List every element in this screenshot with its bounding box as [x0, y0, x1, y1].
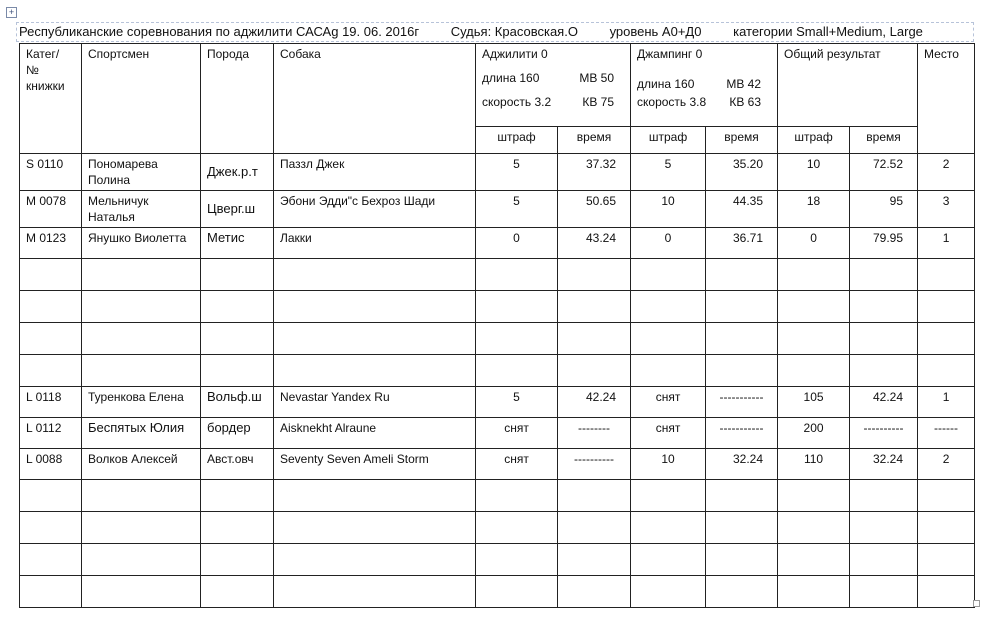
- cell-place: 2: [918, 449, 975, 480]
- cell-jumping-penalty: 5: [631, 154, 706, 191]
- header-dog: Собака: [274, 44, 476, 154]
- header-athlete: Спортсмен: [82, 44, 201, 154]
- cell-athlete: Беспятых Юлия: [82, 418, 201, 449]
- cell-agility-penalty: 5: [476, 154, 558, 191]
- cell-total-time: ----------: [850, 418, 918, 449]
- cell-breed: Джек.р.т: [201, 154, 274, 191]
- title-categories: категории Small+Medium, Large: [733, 24, 923, 39]
- cell-jumping-penalty: снят: [631, 418, 706, 449]
- empty-row: [20, 291, 975, 323]
- cell-place: ------: [918, 418, 975, 449]
- cell-athlete: Волков Алексей: [82, 449, 201, 480]
- cell-total-penalty: 10: [778, 154, 850, 191]
- cell-agility-time: 43.24: [558, 228, 631, 259]
- cell-jumping-time: 44.35: [706, 191, 778, 228]
- table-row: [20, 387, 975, 418]
- cell-total-penalty: 105: [778, 387, 850, 418]
- cell-jumping-penalty: 10: [631, 191, 706, 228]
- cell-athlete: Мельничук Наталья: [82, 191, 201, 228]
- header-breed: Порода: [201, 44, 274, 154]
- cell-jumping-penalty: 0: [631, 228, 706, 259]
- cell-total-penalty: 18: [778, 191, 850, 228]
- cell-place: 1: [918, 387, 975, 418]
- header-total-penalty: штраф: [778, 127, 850, 154]
- table-move-handle-icon[interactable]: +: [6, 7, 17, 18]
- header-total: Общий результат: [778, 44, 918, 127]
- cell-total-penalty: 0: [778, 228, 850, 259]
- title-level: уровень А0+Д0: [609, 24, 702, 39]
- cell-jumping-penalty: 10: [631, 449, 706, 480]
- empty-row: [20, 323, 975, 355]
- cell-athlete: Янушко Виолетта: [82, 228, 201, 259]
- cell-category: S 0110: [20, 154, 82, 191]
- cell-dog: Лакки: [274, 228, 476, 259]
- cell-category: L 0112: [20, 418, 82, 449]
- cell-category: L 0088: [20, 449, 82, 480]
- cell-agility-time: 37.32: [558, 154, 631, 191]
- header-agility-penalty: штраф: [476, 127, 558, 154]
- cell-jumping-time: -----------: [706, 387, 778, 418]
- cell-place: 1: [918, 228, 975, 259]
- table-row: [20, 154, 975, 191]
- empty-row: [20, 512, 975, 544]
- cell-athlete: Туренкова Елена: [82, 387, 201, 418]
- cell-dog: Seventy Seven Ameli Storm: [274, 449, 476, 480]
- cell-agility-penalty: снят: [476, 449, 558, 480]
- table-row: [20, 191, 975, 228]
- cell-jumping-time: 36.71: [706, 228, 778, 259]
- header-agility-time: время: [558, 127, 631, 154]
- cell-total-time: 79.95: [850, 228, 918, 259]
- cell-agility-penalty: 0: [476, 228, 558, 259]
- cell-category: М 0078: [20, 191, 82, 228]
- cell-total-time: 42.24: [850, 387, 918, 418]
- empty-row: [20, 576, 975, 608]
- results-table: [19, 43, 975, 608]
- header-jumping: Джампинг 0 длина 160 МВ 42 скорость 3.8 КВ 63: [631, 44, 778, 127]
- cell-place: 3: [918, 191, 975, 228]
- cell-jumping-time: -----------: [706, 418, 778, 449]
- cell-place: 2: [918, 154, 975, 191]
- cell-total-time: 95: [850, 191, 918, 228]
- cell-category: М 0123: [20, 228, 82, 259]
- cell-agility-penalty: 5: [476, 387, 558, 418]
- cell-agility-penalty: снят: [476, 418, 558, 449]
- cell-jumping-time: 32.24: [706, 449, 778, 480]
- header-jumping-time: время: [706, 127, 778, 154]
- cell-dog: Эбони Эдди"с Бехроз Шади: [274, 191, 476, 228]
- header-row: [20, 44, 975, 127]
- cell-athlete: Пономарева Полина: [82, 154, 201, 191]
- cell-breed: Авст.овч: [201, 449, 274, 480]
- cell-total-penalty: 110: [778, 449, 850, 480]
- title-competition: Республиканские соревнования по аджилити САСАg 19. 06. 2016г: [19, 24, 420, 39]
- header-total-time: время: [850, 127, 918, 154]
- empty-row: [20, 544, 975, 576]
- cell-dog: Aisknekht Alraune: [274, 418, 476, 449]
- table-row: [20, 228, 975, 259]
- cell-agility-time: 50.65: [558, 191, 631, 228]
- header-jumping-penalty: штраф: [631, 127, 706, 154]
- table-row: [20, 449, 975, 480]
- cell-breed: бордер: [201, 418, 274, 449]
- cell-total-time: 72.52: [850, 154, 918, 191]
- document-title-line: [16, 22, 974, 42]
- cell-breed: Вольф.ш: [201, 387, 274, 418]
- cell-jumping-time: 35.20: [706, 154, 778, 191]
- cell-agility-time: --------: [558, 418, 631, 449]
- header-agility: Аджилити 0 длина 160 МВ 50 скорость 3.2 КВ 75: [476, 44, 631, 127]
- cell-breed: Цверг.ш: [201, 191, 274, 228]
- table-resize-handle[interactable]: [973, 600, 980, 607]
- empty-row: [20, 355, 975, 387]
- cell-dog: Nevastar Yandex Ru: [274, 387, 476, 418]
- cell-dog: Паззл Джек: [274, 154, 476, 191]
- cell-total-time: 32.24: [850, 449, 918, 480]
- cell-breed: Метис: [201, 228, 274, 259]
- header-place: Место: [918, 44, 975, 154]
- cell-total-penalty: 200: [778, 418, 850, 449]
- cell-agility-time: ----------: [558, 449, 631, 480]
- table-row: [20, 418, 975, 449]
- cell-agility-time: 42.24: [558, 387, 631, 418]
- title-judge: Судья: Красовская.О: [450, 24, 578, 39]
- cell-category: L 0118: [20, 387, 82, 418]
- cell-jumping-penalty: снят: [631, 387, 706, 418]
- empty-row: [20, 480, 975, 512]
- empty-row: [20, 259, 975, 291]
- header-category: Катег/ № книжки: [20, 44, 82, 154]
- cell-agility-penalty: 5: [476, 191, 558, 228]
